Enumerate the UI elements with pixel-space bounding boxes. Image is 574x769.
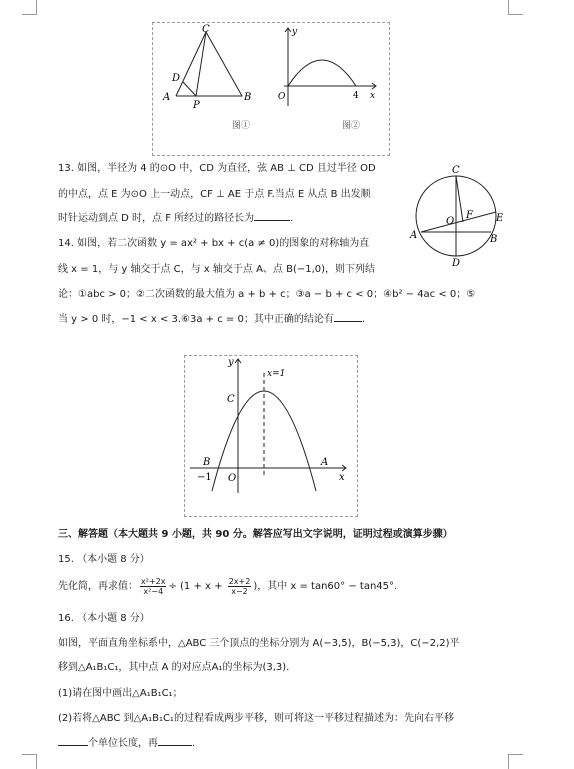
q13-line-3-end: . (290, 213, 294, 224)
q15-header: 15. （本小题 8 分） (58, 554, 150, 565)
q14-line-3: 论：①abc > 0；②二次函数的最大值为 a + b + c；③a − b + c < 0；④b² − 4ac < 0；⑤ (58, 289, 476, 300)
label-p: P (193, 100, 200, 111)
q16-blank-1[interactable] (58, 745, 88, 746)
q16-header: 16. （本小题 8 分） (58, 613, 150, 624)
corner-mark-top-left (22, 0, 37, 15)
q16-line-5-end: . (192, 738, 196, 749)
corner-mark-bottom-right (508, 754, 523, 769)
q14-line-4-text: 当 y > 0 时，−1 < x < 3.⑥3a + c = 0；其中正确的结论有 (58, 314, 334, 325)
segment-cf (456, 176, 463, 222)
label-x: x (339, 472, 345, 483)
q16-line-5 (58, 737, 195, 751)
label-x: x (370, 91, 376, 101)
q15-fraction-1 (140, 577, 166, 596)
label-four: 4 (353, 91, 359, 101)
label-o: O (228, 473, 237, 484)
label-y: y (228, 357, 234, 368)
q15-operator: ÷ (1 + x + (168, 581, 226, 592)
q14-line-4 (58, 313, 365, 327)
q15-frac2-num: 2x+2 (228, 576, 251, 586)
q14-line-1: 14. 如图，若二次函数 y = ax² + bx + c(a ≠ 0)的图象的对称轴为直 (58, 238, 370, 249)
label-a: A (163, 92, 171, 103)
q13-line-3-text: 时针运动到点 D 时，点 F 所经过的路径长为 (58, 213, 255, 224)
figure-parabola-small (272, 22, 388, 154)
label-c: C (227, 394, 235, 405)
corner-mark-bottom-left (22, 754, 37, 769)
label-f: F (466, 210, 473, 221)
caption-fig1: 图① (232, 121, 251, 131)
label-d: D (172, 73, 181, 84)
q13-line-1: 13. 如图，半径为 4 的⊙O 中，CD 为直径，弦 AB ⊥ CD 且过半径 OD (58, 163, 376, 174)
segment-dp (183, 82, 196, 96)
q15-expression (58, 576, 397, 598)
label-o: O (278, 92, 286, 102)
label-c: C (452, 165, 460, 176)
q16-line-2: 移到△A₁B₁C₁，其中点 A 的对应点A₁的坐标为(3,3). (58, 662, 290, 673)
label-d: D (452, 258, 461, 269)
parabola-curve (288, 60, 356, 86)
q13-line-3 (58, 212, 293, 226)
q16-line-4: (2)若将△ABC 到△A₁B₁C₁的过程看成两步平移，则可将这一平移过程描述为：先向右平移 (58, 713, 454, 724)
label-a: A (321, 457, 329, 468)
q15-frac2-den: x−2 (231, 586, 248, 596)
q14-line-4-end: . (361, 314, 366, 325)
label-neg1: −1 (197, 472, 212, 483)
label-y: y (292, 27, 298, 37)
segment-ae (421, 212, 496, 232)
triangle-outline (176, 32, 242, 96)
q15-frac1-den: x²−4 (143, 586, 164, 596)
q14-answer-blank[interactable] (334, 321, 362, 322)
figure-circle (408, 160, 512, 272)
q14-line-2: 线 x = 1，与 y 轴交于点 C，与 x 轴交于点 A、点 B(−1,0)，则下列结 (58, 264, 376, 275)
label-x1: x=1 (267, 369, 286, 379)
label-a: A (410, 230, 418, 241)
q15-suffix: )，其中 x = tan60° − tan45°. (253, 581, 398, 592)
q16-line-1: 如图，平面直角坐标系中，△ABC 三个顶点的坐标分别为 A(−3,5)，B(−5,3)，C(−2,2)平 (58, 638, 460, 649)
q16-blank-2[interactable] (158, 745, 192, 746)
q15-prefix: 先化简，再求值： (58, 581, 138, 592)
corner-mark-top-right (508, 0, 523, 15)
caption-fig2: 图② (342, 121, 361, 131)
q13-line-2: 的中点，点 E 为⊙O 上一动点，CF ⊥ AE 于点 F.当点 E 从点 B 出发顺 (58, 189, 371, 200)
label-o: O (446, 216, 455, 227)
label-e: E (496, 213, 504, 224)
q13-answer-blank[interactable] (254, 220, 290, 221)
figure-triangle (152, 22, 272, 154)
q15-frac1-num: x²+2x (141, 576, 166, 586)
q16-line-5-mid: 个单位长度，再 (88, 738, 158, 749)
label-b: B (203, 457, 211, 468)
q16-line-3: (1)请在图中画出△A₁B₁C₁； (58, 688, 183, 699)
q15-fraction-2 (228, 577, 252, 596)
label-b: B (244, 92, 252, 103)
label-b: B (490, 234, 498, 245)
figure-parabola (184, 355, 356, 515)
label-c: C (202, 24, 210, 35)
section-3-heading: 三、解答题（本大题共 9 小题，共 90 分。解答应写出文字说明，证明过程或演算步骤） (58, 529, 453, 540)
